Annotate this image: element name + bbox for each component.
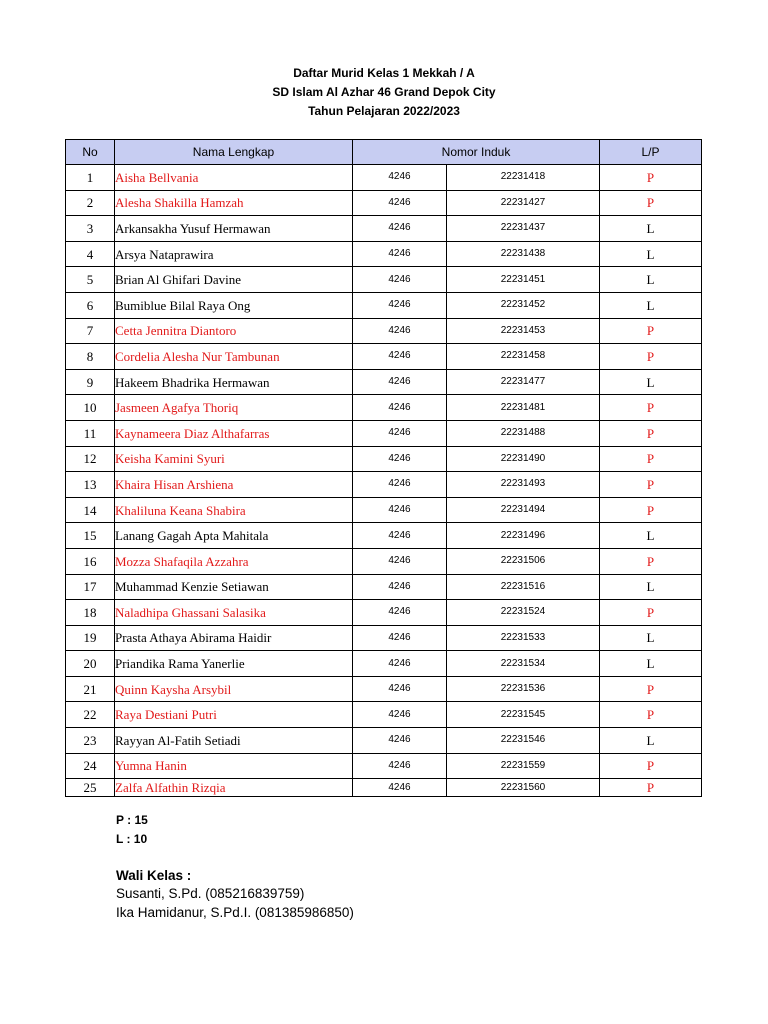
cell-induk-number: 22231452 bbox=[447, 292, 600, 318]
cell-no: 15 bbox=[66, 523, 115, 549]
doc-title-school: SD Islam Al Azhar 46 Grand Depok City bbox=[272, 85, 496, 99]
student-roster-table bbox=[65, 139, 702, 797]
cell-induk-number: 22231506 bbox=[447, 548, 600, 574]
table-row bbox=[66, 702, 702, 728]
cell-no: 24 bbox=[66, 753, 115, 779]
cell-induk-number: 22231427 bbox=[447, 190, 600, 216]
cell-induk-number: 22231559 bbox=[447, 753, 600, 779]
table-row bbox=[66, 318, 702, 344]
cell-induk-number: 22231438 bbox=[447, 241, 600, 267]
table-row bbox=[66, 574, 702, 600]
cell-no: 5 bbox=[66, 267, 115, 293]
cell-name: Yumna Hanin bbox=[115, 753, 353, 779]
cell-induk-prefix: 4246 bbox=[353, 548, 447, 574]
teacher-1: Susanti, S.Pd. (085216839759) bbox=[116, 886, 305, 901]
cell-induk-prefix: 4246 bbox=[353, 574, 447, 600]
cell-induk-prefix: 4246 bbox=[353, 395, 447, 421]
cell-lp: L bbox=[600, 574, 702, 600]
table-row bbox=[66, 190, 702, 216]
cell-no: 18 bbox=[66, 600, 115, 626]
cell-lp: L bbox=[600, 241, 702, 267]
cell-name: Cordelia Alesha Nur Tambunan bbox=[115, 344, 353, 370]
column-header-lp: L/P bbox=[600, 140, 702, 165]
table-row bbox=[66, 523, 702, 549]
cell-name: Rayyan Al-Fatih Setiadi bbox=[115, 728, 353, 754]
column-header-no: No bbox=[66, 140, 115, 165]
table-row bbox=[66, 472, 702, 498]
cell-lp: P bbox=[600, 676, 702, 702]
cell-name: Cetta Jennitra Diantoro bbox=[115, 318, 353, 344]
cell-induk-prefix: 4246 bbox=[353, 497, 447, 523]
cell-induk-number: 22231477 bbox=[447, 369, 600, 395]
table-row bbox=[66, 753, 702, 779]
summary-female-count: P : 15 bbox=[116, 813, 148, 827]
cell-name: Brian Al Ghifari Davine bbox=[115, 267, 353, 293]
cell-induk-number: 22231533 bbox=[447, 625, 600, 651]
cell-lp: L bbox=[600, 523, 702, 549]
table-row bbox=[66, 446, 702, 472]
column-header-name: Nama Lengkap bbox=[115, 140, 353, 165]
cell-induk-prefix: 4246 bbox=[353, 165, 447, 191]
cell-lp: P bbox=[600, 344, 702, 370]
cell-induk-prefix: 4246 bbox=[353, 625, 447, 651]
cell-name: Bumiblue Bilal Raya Ong bbox=[115, 292, 353, 318]
cell-induk-prefix: 4246 bbox=[353, 446, 447, 472]
cell-name: Raya Destiani Putri bbox=[115, 702, 353, 728]
table-row bbox=[66, 241, 702, 267]
cell-no: 8 bbox=[66, 344, 115, 370]
table-row bbox=[66, 728, 702, 754]
cell-lp: P bbox=[600, 318, 702, 344]
cell-induk-prefix: 4246 bbox=[353, 753, 447, 779]
cell-name: Mozza Shafaqila Azzahra bbox=[115, 548, 353, 574]
summary-male-count: L : 10 bbox=[116, 832, 148, 846]
cell-induk-prefix: 4246 bbox=[353, 267, 447, 293]
table-row bbox=[66, 344, 702, 370]
cell-induk-prefix: 4246 bbox=[353, 420, 447, 446]
table-row bbox=[66, 369, 702, 395]
cell-no: 21 bbox=[66, 676, 115, 702]
cell-no: 25 bbox=[66, 779, 115, 797]
cell-induk-prefix: 4246 bbox=[353, 241, 447, 267]
cell-induk-prefix: 4246 bbox=[353, 676, 447, 702]
teacher-2: Ika Hamidanur, S.Pd.I. (081385986850) bbox=[116, 905, 354, 920]
cell-lp: P bbox=[600, 600, 702, 626]
cell-lp: P bbox=[600, 779, 702, 797]
table-body bbox=[66, 165, 702, 797]
column-header-nomor-induk: Nomor Induk bbox=[353, 140, 600, 165]
cell-lp: P bbox=[600, 190, 702, 216]
cell-name: Jasmeen Agafya Thoriq bbox=[115, 395, 353, 421]
cell-induk-number: 22231524 bbox=[447, 600, 600, 626]
table-row bbox=[66, 651, 702, 677]
cell-no: 13 bbox=[66, 472, 115, 498]
cell-induk-prefix: 4246 bbox=[353, 472, 447, 498]
cell-lp: L bbox=[600, 625, 702, 651]
cell-induk-number: 22231560 bbox=[447, 779, 600, 797]
table-row bbox=[66, 267, 702, 293]
table-row bbox=[66, 292, 702, 318]
cell-name: Khaira Hisan Arshiena bbox=[115, 472, 353, 498]
cell-induk-number: 22231496 bbox=[447, 523, 600, 549]
cell-lp: P bbox=[600, 446, 702, 472]
cell-lp: P bbox=[600, 420, 702, 446]
table-row bbox=[66, 420, 702, 446]
table-row bbox=[66, 548, 702, 574]
cell-induk-number: 22231534 bbox=[447, 651, 600, 677]
cell-induk-prefix: 4246 bbox=[353, 344, 447, 370]
cell-name: Quinn Kaysha Arsybil bbox=[115, 676, 353, 702]
cell-lp: P bbox=[600, 165, 702, 191]
cell-no: 7 bbox=[66, 318, 115, 344]
cell-name: Khaliluna Keana Shabira bbox=[115, 497, 353, 523]
table-row bbox=[66, 625, 702, 651]
cell-induk-number: 22231418 bbox=[447, 165, 600, 191]
cell-name: Arsya Nataprawira bbox=[115, 241, 353, 267]
cell-induk-number: 22231494 bbox=[447, 497, 600, 523]
cell-no: 12 bbox=[66, 446, 115, 472]
table-header-row bbox=[66, 140, 702, 165]
cell-induk-number: 22231516 bbox=[447, 574, 600, 600]
cell-name: Muhammad Kenzie Setiawan bbox=[115, 574, 353, 600]
cell-induk-number: 22231481 bbox=[447, 395, 600, 421]
table-row bbox=[66, 779, 702, 797]
cell-name: Aisha Bellvania bbox=[115, 165, 353, 191]
doc-title-class: Daftar Murid Kelas 1 Mekkah / A bbox=[293, 66, 475, 80]
cell-name: Prasta Athaya Abirama Haidir bbox=[115, 625, 353, 651]
cell-no: 20 bbox=[66, 651, 115, 677]
cell-name: Kaynameera Diaz Althafarras bbox=[115, 420, 353, 446]
cell-induk-number: 22231437 bbox=[447, 216, 600, 242]
cell-lp: L bbox=[600, 216, 702, 242]
cell-name: Zalfa Alfathin Rizqia bbox=[115, 779, 353, 797]
cell-induk-prefix: 4246 bbox=[353, 779, 447, 797]
cell-induk-prefix: 4246 bbox=[353, 369, 447, 395]
cell-induk-number: 22231451 bbox=[447, 267, 600, 293]
cell-induk-number: 22231546 bbox=[447, 728, 600, 754]
cell-lp: P bbox=[600, 472, 702, 498]
cell-induk-prefix: 4246 bbox=[353, 292, 447, 318]
table-row bbox=[66, 165, 702, 191]
cell-no: 9 bbox=[66, 369, 115, 395]
cell-no: 11 bbox=[66, 420, 115, 446]
cell-no: 17 bbox=[66, 574, 115, 600]
wali-kelas-heading: Wali Kelas : bbox=[116, 868, 192, 883]
cell-induk-prefix: 4246 bbox=[353, 216, 447, 242]
cell-lp: L bbox=[600, 369, 702, 395]
cell-lp: P bbox=[600, 753, 702, 779]
table-row bbox=[66, 600, 702, 626]
cell-no: 1 bbox=[66, 165, 115, 191]
cell-name: Lanang Gagah Apta Mahitala bbox=[115, 523, 353, 549]
cell-no: 2 bbox=[66, 190, 115, 216]
cell-name: Naladhipa Ghassani Salasika bbox=[115, 600, 353, 626]
table-row bbox=[66, 216, 702, 242]
cell-induk-number: 22231536 bbox=[447, 676, 600, 702]
cell-induk-number: 22231490 bbox=[447, 446, 600, 472]
cell-name: Keisha Kamini Syuri bbox=[115, 446, 353, 472]
cell-lp: P bbox=[600, 497, 702, 523]
cell-induk-prefix: 4246 bbox=[353, 600, 447, 626]
cell-no: 16 bbox=[66, 548, 115, 574]
cell-induk-number: 22231458 bbox=[447, 344, 600, 370]
cell-induk-prefix: 4246 bbox=[353, 523, 447, 549]
doc-title-year: Tahun Pelajaran 2022/2023 bbox=[308, 104, 460, 118]
cell-name: Priandika Rama Yanerlie bbox=[115, 651, 353, 677]
table-row bbox=[66, 395, 702, 421]
cell-lp: L bbox=[600, 728, 702, 754]
cell-induk-prefix: 4246 bbox=[353, 702, 447, 728]
cell-name: Arkansakha Yusuf Hermawan bbox=[115, 216, 353, 242]
cell-lp: L bbox=[600, 292, 702, 318]
cell-induk-prefix: 4246 bbox=[353, 318, 447, 344]
cell-lp: P bbox=[600, 548, 702, 574]
table-row bbox=[66, 676, 702, 702]
cell-name: Alesha Shakilla Hamzah bbox=[115, 190, 353, 216]
cell-induk-number: 22231545 bbox=[447, 702, 600, 728]
cell-lp: P bbox=[600, 702, 702, 728]
cell-induk-number: 22231453 bbox=[447, 318, 600, 344]
cell-induk-number: 22231488 bbox=[447, 420, 600, 446]
cell-induk-prefix: 4246 bbox=[353, 190, 447, 216]
cell-no: 3 bbox=[66, 216, 115, 242]
cell-no: 4 bbox=[66, 241, 115, 267]
cell-lp: L bbox=[600, 267, 702, 293]
cell-induk-prefix: 4246 bbox=[353, 728, 447, 754]
cell-no: 6 bbox=[66, 292, 115, 318]
cell-lp: L bbox=[600, 651, 702, 677]
table-row bbox=[66, 497, 702, 523]
cell-no: 10 bbox=[66, 395, 115, 421]
cell-lp: P bbox=[600, 395, 702, 421]
cell-induk-prefix: 4246 bbox=[353, 651, 447, 677]
cell-no: 22 bbox=[66, 702, 115, 728]
cell-name: Hakeem Bhadrika Hermawan bbox=[115, 369, 353, 395]
cell-induk-number: 22231493 bbox=[447, 472, 600, 498]
cell-no: 14 bbox=[66, 497, 115, 523]
cell-no: 19 bbox=[66, 625, 115, 651]
cell-no: 23 bbox=[66, 728, 115, 754]
